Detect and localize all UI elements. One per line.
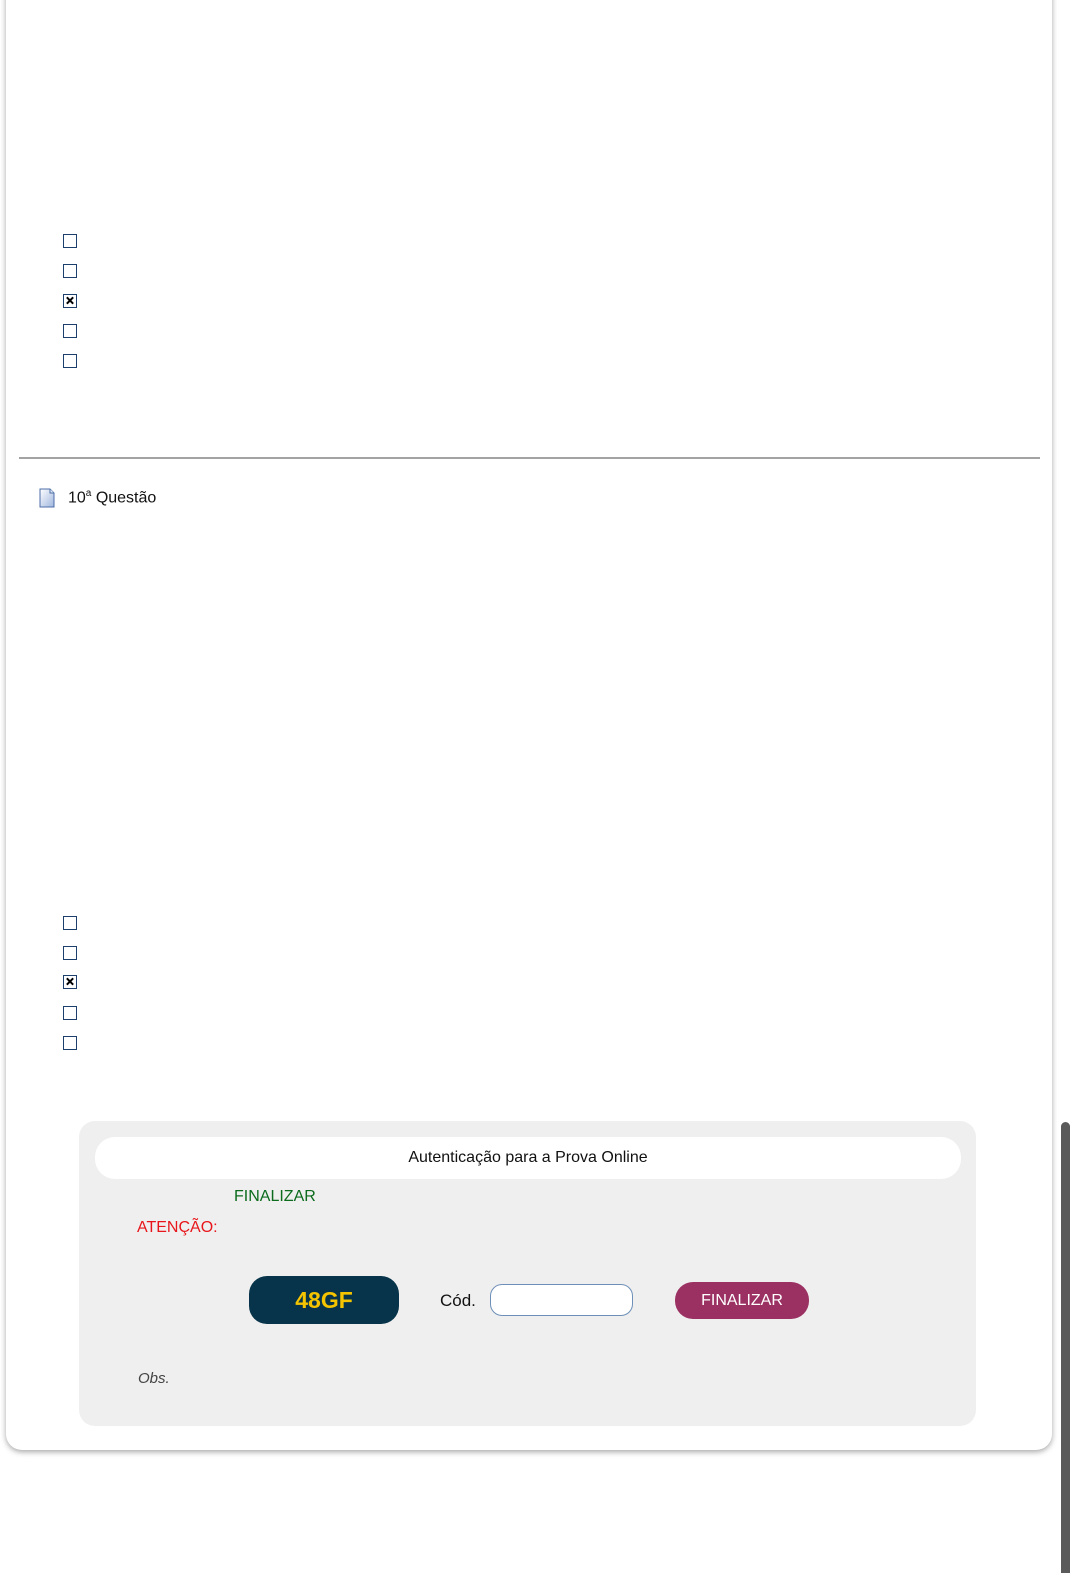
finalizar-button[interactable]: FINALIZAR xyxy=(675,1282,809,1319)
q9-option-2-checkbox[interactable] xyxy=(63,264,77,278)
obs-label: Obs. xyxy=(138,1370,170,1387)
question-label: Questão xyxy=(95,489,157,507)
question-10-header xyxy=(39,488,156,508)
q10-option-1-checkbox[interactable] xyxy=(63,916,77,930)
scrollbar-thumb[interactable] xyxy=(1061,1122,1070,1573)
q9-option-5-checkbox[interactable] xyxy=(63,354,77,368)
q10-option-3-checkbox[interactable] xyxy=(63,975,77,989)
auth-panel xyxy=(79,1121,976,1426)
question-number: 10 xyxy=(68,489,86,507)
atencao-label: ATENÇÃO: xyxy=(137,1219,218,1236)
question-divider xyxy=(19,457,1040,459)
question-10-title xyxy=(68,488,156,507)
auth-code-badge: 48GF xyxy=(249,1276,399,1324)
q9-option-1-checkbox[interactable] xyxy=(63,234,77,248)
finalizar-label: FINALIZAR xyxy=(234,1188,316,1205)
cod-label: Cód. xyxy=(440,1291,476,1310)
question-ordinal: a xyxy=(85,488,92,500)
q10-option-5-checkbox[interactable] xyxy=(63,1036,77,1050)
cod-input[interactable] xyxy=(490,1284,633,1316)
q9-option-4-checkbox[interactable] xyxy=(63,324,77,338)
q10-option-4-checkbox[interactable] xyxy=(63,1006,77,1020)
q10-option-2-checkbox[interactable] xyxy=(63,946,77,960)
document-icon xyxy=(39,488,55,508)
q9-option-3-checkbox[interactable] xyxy=(63,294,77,308)
auth-panel-title: Autenticação para a Prova Online xyxy=(95,1137,961,1179)
